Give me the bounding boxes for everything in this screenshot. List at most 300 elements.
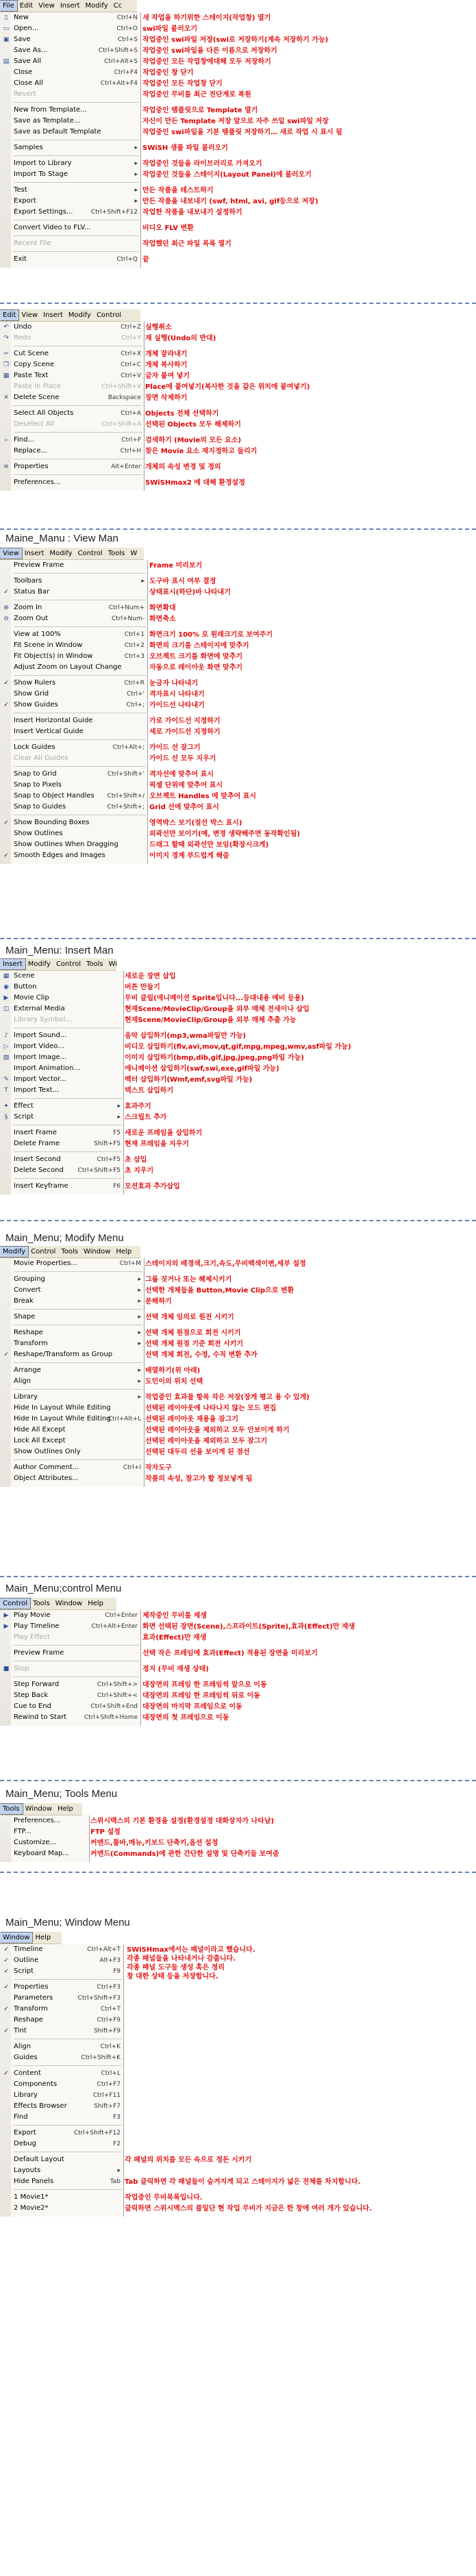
blank-icon	[2, 170, 10, 179]
menu-separator	[14, 1178, 122, 1179]
menu-item-label: Debug	[14, 2140, 36, 2147]
annotation-note: 작업중인 모든 작업창에대해 모두 저장하기	[142, 58, 271, 66]
annotation-note: Frame 미리보기	[149, 562, 203, 570]
menu-item-1-movie1[interactable]	[0, 2192, 123, 2203]
annotation-note: 효과주기	[125, 1103, 151, 1110]
menu-item-insert-second[interactable]	[0, 1154, 123, 1165]
menu-item-arrange[interactable]	[0, 1365, 144, 1376]
menu-item-label: Reshape	[14, 1329, 43, 1336]
menu-item-label: Insert Vertical Guide	[14, 728, 84, 735]
menu-item-shortcut: Ctrl+F5	[97, 1156, 121, 1163]
menu-item-lock-guides[interactable]	[0, 742, 147, 753]
menu-item-2-movie2[interactable]	[0, 2203, 123, 2214]
blank-icon	[2, 690, 10, 698]
menu-item-shortcut: Backspace	[108, 394, 141, 401]
play-icon: ▶	[3, 1623, 9, 1630]
annotation-note: 선택된 레이아웃에 나타나지 않는 모드 편집	[145, 1405, 277, 1412]
menubar-item-modify[interactable]: Modify	[85, 2, 108, 10]
menu-item-label: Default Layout	[14, 2156, 64, 2163]
menu-item-layouts[interactable]	[0, 2165, 123, 2176]
menu-item-import-video[interactable]	[0, 1041, 123, 1052]
check-icon: ✓	[3, 702, 9, 709]
menu-item-import-sound[interactable]	[0, 1030, 123, 1041]
menu-item-rewind-to-start[interactable]	[0, 1712, 140, 1723]
menu-item-cue-to-end[interactable]	[0, 1701, 140, 1712]
menu-item-object-attributes[interactable]	[0, 1473, 144, 1484]
menu-item-label: Lock All Except	[14, 1437, 66, 1444]
annotation-note: 격자표시 나타내기	[149, 691, 205, 698]
menu-item-label: FTP...	[14, 1828, 32, 1835]
menu-item-external-media[interactable]	[0, 1004, 123, 1015]
menu-item-cut-scene[interactable]	[0, 348, 144, 359]
menu-item-step-back[interactable]	[0, 1690, 140, 1701]
menu-item-test[interactable]	[0, 185, 140, 196]
menu-item-hide-panels[interactable]	[0, 2176, 123, 2187]
menu-item-play-movie[interactable]	[0, 1610, 140, 1621]
menu-item-default-layout[interactable]	[0, 2154, 123, 2165]
menu-item-label: Author Comment...	[14, 1464, 79, 1471]
menubar-item-tools[interactable]: Tools	[33, 1600, 50, 1607]
find-icon: ⌕	[4, 437, 8, 444]
menubar-item-view[interactable]: View	[21, 311, 38, 319]
menu-item-show-bounding-boxes[interactable]	[0, 817, 147, 828]
menu-item-fit-scene-in-window[interactable]	[0, 640, 147, 651]
blank-icon	[2, 1681, 10, 1689]
menu-item-ftp[interactable]	[0, 1826, 89, 1837]
menu-item-import-animation[interactable]	[0, 1063, 123, 1074]
menu-item-save-as-template[interactable]	[0, 116, 140, 127]
annotation-note: SWiSHmax2 에 대해 환경설정	[145, 479, 245, 487]
blank-icon	[2, 79, 10, 88]
blank-icon	[2, 117, 10, 125]
menu-item-label: Transform	[14, 2005, 48, 2013]
control-heading: Main_Menu;control Menu	[5, 1583, 122, 1594]
blank-icon	[2, 2193, 10, 2202]
annotation-note: 장면 삭제하기	[145, 394, 188, 402]
video-icon: ▷	[3, 1043, 9, 1050]
menu-item-author-comment[interactable]	[0, 1462, 144, 1473]
menu-item-toolbars[interactable]	[0, 576, 147, 587]
menu-item-play-effect	[0, 1632, 140, 1643]
menu-item-select-all-objects[interactable]	[0, 408, 144, 419]
modify-heading: Main_Menu; Modify Menu	[5, 1232, 124, 1244]
menu-item-undo[interactable]	[0, 322, 144, 333]
annotation-note: 텍스트 삽입하기	[125, 1087, 174, 1095]
menu-item-label: Script	[14, 1113, 34, 1121]
menu-item-samples[interactable]	[0, 142, 140, 153]
menu-separator	[14, 2189, 122, 2190]
annotation-note: 그룹 짓거나 또는 해제시키기	[145, 1276, 232, 1284]
menu-item-library[interactable]	[0, 2090, 123, 2101]
movieclip-icon: ▶	[3, 995, 9, 1002]
menu-separator	[14, 766, 146, 767]
annotation-note: 선택 작은 프레임에 효과(Effect) 적용된 장면을 미리보기	[142, 1650, 318, 1657]
menu-item-components[interactable]	[0, 2079, 123, 2090]
menubar-item-control[interactable]: Control	[31, 1248, 56, 1255]
menu-item-shortcut: Ctrl+M	[119, 1260, 141, 1267]
menu-item-debug[interactable]	[0, 2139, 123, 2150]
annotation-note: 화면 선택된 장면(Scene),스프라이트(Sprite),효과(Effect)만 재생	[142, 1623, 355, 1631]
tools-heading: Main_Menu; Tools Menu	[5, 1788, 118, 1800]
menu-item-delete-frame[interactable]	[0, 1138, 123, 1149]
annotation-note: 초 삽입	[125, 1156, 147, 1164]
menubar-item-help[interactable]: Help	[58, 1805, 73, 1813]
menubar-item-insert[interactable]: Insert	[43, 311, 63, 319]
menu-item-smooth-edges-and-images[interactable]	[0, 850, 147, 861]
menubar-item-tools[interactable]: Tools	[108, 550, 125, 557]
menubar-item-file[interactable]: File	[0, 1, 17, 11]
menu-item-content[interactable]	[0, 2068, 123, 2079]
menu-item-hide-all-except[interactable]	[0, 1425, 144, 1436]
menu-item-close-all[interactable]	[0, 78, 140, 89]
menu-item-export[interactable]	[0, 2128, 123, 2139]
menu-item-paste-text[interactable]	[0, 370, 144, 381]
blank-icon	[2, 1839, 10, 1847]
menubar-item-window[interactable]: Window	[55, 1600, 83, 1607]
menu-item-zoom-in[interactable]	[0, 602, 147, 613]
blank-icon	[2, 1297, 10, 1305]
menu-item-insert-horizontal-guide[interactable]	[0, 715, 147, 726]
menu-item-effects-browser[interactable]	[0, 2101, 123, 2112]
menu-item-step-forward[interactable]	[0, 1679, 140, 1690]
menu-item-label: Show Outlines	[14, 830, 63, 837]
menu-item-convert-video-to-flv[interactable]	[0, 222, 140, 233]
menu-item-shortcut: Ctrl+Shift+F12	[90, 209, 138, 216]
menu-item-import-text[interactable]	[0, 1085, 123, 1096]
menubar-item-edit[interactable]: Edit	[0, 310, 18, 320]
menu-item-reshape[interactable]	[0, 1327, 144, 1338]
menu-item-exit[interactable]	[0, 254, 140, 265]
menu-item-label: New from Template...	[14, 106, 87, 114]
menu-item-transform[interactable]	[0, 2004, 123, 2015]
menu-item-shortcut: F2	[113, 2141, 121, 2147]
annotation-note: 선택한 개체들을 Button,Movie Clip으로 변환	[145, 1287, 295, 1295]
submenu-arrow-icon: ▸	[117, 1103, 121, 1110]
annotation-note: 가로 가이드선 지정하기	[149, 717, 221, 725]
menu-item-show-guides[interactable]	[0, 700, 147, 711]
menu-item-open[interactable]	[0, 23, 140, 34]
menu-item-label: Play Effect	[14, 1633, 50, 1641]
menu-item-shortcut: Ctrl+;	[126, 702, 145, 709]
menu-item-movie-properties[interactable]	[0, 1258, 144, 1269]
menu-item-lock-all-except[interactable]	[0, 1436, 144, 1446]
annotation-note: 작업중인 것들을 라이브러리로 가져오기	[142, 160, 262, 168]
menu-item-snap-to-object-handles[interactable]	[0, 791, 147, 802]
menu-item-import-to-stage[interactable]	[0, 169, 140, 180]
menu-item-button[interactable]	[0, 982, 123, 993]
menu-item-label: 2 Movie2*	[14, 2204, 49, 2212]
menubar-item-modify[interactable]: Modify	[0, 1247, 28, 1257]
blank-icon	[2, 2080, 10, 2089]
menu-item-break[interactable]	[0, 1296, 144, 1307]
menu-item-label: Replace...	[14, 447, 48, 455]
menu-item-script[interactable]	[0, 1966, 123, 1977]
menubar-item-w[interactable]: W	[130, 550, 138, 557]
insert-menu	[0, 971, 124, 1195]
annotation-note: swi파일 불러오기	[142, 25, 198, 33]
menubar-item-insert[interactable]: Insert	[24, 550, 45, 557]
menu-item-shortcut: Ctrl+N	[116, 14, 138, 21]
menubar-item-control[interactable]: Control	[96, 311, 122, 319]
menu-item-timeline[interactable]	[0, 1944, 123, 1955]
menu-item-label: Delete Second	[14, 1166, 64, 1174]
submenu-arrow-icon: ▸	[117, 2167, 121, 2174]
stop-icon: ■	[3, 1666, 10, 1672]
blank-icon	[2, 479, 10, 487]
menu-item-shortcut: Ctrl+Shift+V	[101, 383, 141, 390]
menu-item-guides[interactable]	[0, 2052, 123, 2063]
menu-item-snap-to-pixels[interactable]	[0, 780, 147, 791]
menu-item-preferences[interactable]	[0, 1815, 89, 1826]
menu-item-label: Export Settings...	[14, 208, 73, 216]
menu-item-new-from-template[interactable]	[0, 105, 140, 116]
menu-separator	[14, 1389, 142, 1390]
menu-item-label: Align	[14, 2043, 32, 2050]
menu-item-label: Parameters	[14, 1994, 53, 2002]
external-icon: ◫	[3, 1006, 10, 1012]
menubar-item-help[interactable]: Help	[35, 1934, 51, 1941]
menu-item-show-rulers[interactable]	[0, 678, 147, 689]
divider	[0, 303, 476, 304]
menubar-item-window[interactable]: Window	[83, 1248, 111, 1255]
menu-item-insert-frame[interactable]	[0, 1127, 123, 1138]
menu-item-play-timeline[interactable]	[0, 1621, 140, 1632]
menu-separator	[14, 432, 142, 433]
new-icon: ▯	[4, 14, 8, 21]
annotation-note: 글자 붙여 넣기	[145, 372, 190, 380]
view-heading: Maine_Manu : View Man	[5, 533, 118, 544]
blank-icon	[2, 1286, 10, 1295]
annotation-note: 작업중인 무비목록입니다.	[125, 2194, 203, 2202]
menu-item-show-outlines-only[interactable]	[0, 1446, 144, 1457]
modify-menu	[0, 1258, 145, 1487]
menu-item-show-outlines-when-dragging[interactable]	[0, 839, 147, 850]
menubar-item-control[interactable]: Control	[0, 1598, 30, 1609]
menu-item-find[interactable]	[0, 2112, 123, 2123]
menu-item-convert[interactable]	[0, 1285, 144, 1296]
menu-item-hide-in-layout-while-editing[interactable]	[0, 1414, 144, 1425]
check-icon: ✓	[3, 1968, 9, 1975]
menu-item-snap-to-guides[interactable]	[0, 802, 147, 813]
menu-item-shape[interactable]	[0, 1312, 144, 1323]
menu-item-show-grid[interactable]	[0, 689, 147, 700]
menu-item-keyboard-map[interactable]	[0, 1848, 89, 1859]
menu-separator	[14, 2065, 122, 2066]
annotation-note: 대장면의 프레임 한 프레임씩 앞으로 이동	[142, 1681, 267, 1689]
menu-item-adjust-zoom-on-layout-change[interactable]	[0, 662, 147, 673]
menu-item-zoom-out[interactable]	[0, 613, 147, 624]
menu-item-parameters[interactable]	[0, 1993, 123, 2004]
menu-item-align[interactable]	[0, 2041, 123, 2052]
menu-item-effect[interactable]	[0, 1101, 123, 1112]
menu-item-save[interactable]	[0, 34, 140, 45]
blank-icon	[2, 2016, 10, 2024]
menu-item-insert-vertical-guide[interactable]	[0, 726, 147, 737]
menu-item-transform[interactable]	[0, 1338, 144, 1349]
menu-item-shortcut: Ctrl+A	[121, 410, 141, 417]
menu-item-label: Clear All Guides	[14, 754, 68, 762]
annotation-note: 배열하기(위 아래)	[145, 1367, 201, 1375]
menu-item-preview-frame[interactable]	[0, 560, 147, 571]
blank-icon	[2, 224, 10, 232]
menu-item-align[interactable]	[0, 1376, 144, 1387]
menubar-item-tools[interactable]: Tools	[0, 1804, 23, 1814]
menu-item-tint[interactable]	[0, 2026, 123, 2037]
menu-item-delete-second[interactable]	[0, 1165, 123, 1176]
menu-item-label: View at 100%	[14, 630, 61, 638]
blank-icon	[2, 1437, 10, 1445]
menu-item-label: Grouping	[14, 1275, 45, 1283]
menu-item-save-as-default-template[interactable]	[0, 127, 140, 138]
menu-item-label: Preview Frame	[14, 561, 64, 569]
menu-item-snap-to-grid[interactable]	[0, 769, 147, 780]
menubar-item-modify[interactable]: Modify	[68, 311, 91, 319]
menu-item-label: Zoom Out	[14, 615, 49, 622]
menu-separator	[14, 1676, 139, 1677]
menu-item-properties[interactable]	[0, 1982, 123, 1993]
menu-item-label: 1 Movie1*	[14, 2193, 49, 2201]
annotation-note: 자신이 만든 Template 저장 앞으로 자주 쓰일 swi파일 저장	[142, 118, 329, 125]
menu-item-label: Redo	[14, 334, 32, 342]
menu-item-copy-scene[interactable]	[0, 359, 144, 370]
menu-item-export-settings[interactable]	[0, 207, 140, 218]
intro-line: SWiSHmax에서는 패널이라고 했습니다.	[127, 1946, 255, 1954]
menu-item-delete-scene[interactable]	[0, 392, 144, 403]
annotation-note: 스테이지의 배경색,크기,속도,무비백색이변,세부 설정	[145, 1260, 306, 1268]
blank-icon	[2, 1649, 10, 1657]
menu-item-outline[interactable]	[0, 1955, 123, 1966]
menu-item-shortcut: Ctrl+Shift+A	[101, 421, 141, 428]
menubar-item-tools[interactable]: Tools	[61, 1248, 78, 1255]
tools-menubar	[0, 1803, 82, 1815]
menu-item-shortcut: Ctrl+F4	[114, 69, 138, 76]
menu-item-save-all[interactable]	[0, 56, 140, 67]
menu-item-grouping[interactable]	[0, 1274, 144, 1285]
annotation-note: 작업중인 swi파일 저장(swi로 저장하기(계속 저장하기 가능)	[142, 36, 329, 44]
menu-item-save-as[interactable]	[0, 45, 140, 56]
menu-item-label: Preview Frame	[14, 1649, 64, 1657]
menu-item-show-outlines[interactable]	[0, 828, 147, 839]
menubar-item-help[interactable]: Help	[116, 1248, 132, 1255]
menu-item-preferences[interactable]	[0, 477, 144, 488]
annotation-note: 작업중인 무비를 최근 전단계로 복원	[142, 91, 251, 99]
intro-line: 창 대한 상태 등을 저장합니다.	[127, 1973, 218, 1980]
menubar-item-control[interactable]: Control	[77, 550, 103, 557]
blank-icon	[2, 1377, 10, 1386]
menu-item-movie-clip[interactable]	[0, 993, 123, 1004]
menu-item-shortcut: Ctrl+F7	[97, 2081, 121, 2088]
menu-item-label: Save As...	[14, 47, 48, 54]
menu-item-shortcut: Ctrl+Shift+;	[107, 804, 145, 811]
menu-item-shortcut: Ctrl+Shift+'	[107, 771, 145, 778]
menu-item-fit-object-s-in-window[interactable]	[0, 651, 147, 662]
menubar-item-cc[interactable]: Cc	[113, 2, 123, 10]
menubar-item-modify[interactable]: Modify	[27, 960, 51, 968]
menu-item-import-vector[interactable]	[0, 1074, 123, 1085]
menu-item-shortcut: Ctrl+L	[101, 2070, 121, 2077]
menu-item-preview-frame[interactable]	[0, 1648, 140, 1659]
menubar-item-window[interactable]: Window	[0, 1933, 32, 1943]
blank-icon	[2, 1313, 10, 1321]
annotation-note: 작업했던 최근 파일 목록 열기	[142, 240, 231, 248]
menu-item-label: Step Forward	[14, 1681, 60, 1688]
menu-item-label: Convert	[14, 1286, 41, 1294]
menu-item-replace[interactable]	[0, 446, 144, 457]
menu-item-shortcut: Ctrl+1	[124, 631, 145, 638]
redo-icon: ↷	[3, 335, 9, 342]
annotation-note: 작품의 속성, 참고가 할 정보넣게 됨	[145, 1475, 253, 1483]
menu-item-close[interactable]	[0, 67, 140, 78]
window-menu	[0, 1944, 124, 2217]
menubar-item-view[interactable]: View	[38, 2, 55, 10]
annotation-note: 정지 (무비 재생 상태)	[142, 1666, 209, 1673]
menubar-item-window[interactable]: Window	[25, 1805, 53, 1813]
menu-item-label: Paste in Place	[14, 383, 62, 390]
menu-item-hide-in-layout-while-editing[interactable]	[0, 1403, 144, 1414]
menubar-item-view[interactable]: View	[0, 548, 22, 559]
blank-icon	[2, 2102, 10, 2110]
menu-separator	[14, 2125, 122, 2126]
menu-item-new[interactable]	[0, 12, 140, 23]
menu-item-label: Tint	[14, 2027, 27, 2035]
menubar-item-insert[interactable]: Insert	[0, 959, 25, 969]
menu-item-label: Movie Properties...	[14, 1260, 77, 1267]
menubar-item-control[interactable]: Control	[55, 960, 81, 968]
menu-item-library[interactable]	[0, 1392, 144, 1403]
menu-item-label: Undo	[14, 323, 32, 331]
menu-item-reshape-transform-as-group[interactable]	[0, 1349, 144, 1360]
blank-icon	[2, 717, 10, 725]
menu-item-reshape[interactable]	[0, 2015, 123, 2026]
menubar-item-wi[interactable]: Wi	[108, 960, 118, 968]
blank-icon	[2, 1703, 10, 1711]
menu-item-shortcut: Ctrl+V	[121, 372, 141, 379]
menu-item-label: Hide Panels	[14, 2178, 54, 2185]
menu-item-import-image[interactable]	[0, 1052, 123, 1063]
menu-item-view-at-100[interactable]	[0, 629, 147, 640]
menu-item-export[interactable]	[0, 196, 140, 207]
menubar-item-help[interactable]: Help	[88, 1600, 104, 1607]
menu-item-find[interactable]	[0, 435, 144, 446]
menubar-item-insert[interactable]: Insert	[60, 2, 80, 10]
menu-item-script[interactable]	[0, 1112, 123, 1123]
menu-item-properties[interactable]	[0, 461, 144, 472]
annotation-note: 클릭하면 스위시맥스의 플일단 현 작업 무비가 지금은 한 창에 여러 개가 있습니다.	[125, 2205, 372, 2212]
blank-icon	[2, 1275, 10, 1284]
menubar-item-modify[interactable]: Modify	[49, 550, 73, 557]
menu-item-paste-in-place	[0, 381, 144, 392]
submenu-arrow-icon: ▸	[134, 187, 138, 194]
menu-separator	[14, 1979, 122, 1980]
menu-item-label: Export	[14, 197, 36, 205]
button-icon: ◉	[3, 984, 9, 991]
blank-icon	[2, 2129, 10, 2137]
annotation-note: 자동으로 레이아웃 화면 맞추기	[149, 664, 243, 672]
menu-item-shortcut: Ctrl+Alt+T	[87, 1946, 121, 1953]
annotation-note: 검색하기 (Movie의 모든 요소)	[145, 437, 242, 444]
menubar-item-tools[interactable]: Tools	[86, 960, 103, 968]
menu-item-label: Snap to Pixels	[14, 781, 62, 789]
menu-item-insert-keyframe[interactable]	[0, 1181, 123, 1192]
menu-item-shortcut: Ctrl+Shift+Home	[84, 1714, 138, 1721]
menu-item-scene[interactable]	[0, 971, 123, 982]
menubar-item-edit[interactable]: Edit	[19, 2, 34, 10]
menu-item-import-to-library[interactable]	[0, 158, 140, 169]
menu-item-customize[interactable]	[0, 1837, 89, 1848]
annotation-note: 선택 개체 임의로 원전 시키기	[145, 1314, 234, 1321]
menu-item-shortcut: Alt+F3	[99, 1957, 121, 1964]
menu-item-status-bar[interactable]	[0, 587, 147, 598]
